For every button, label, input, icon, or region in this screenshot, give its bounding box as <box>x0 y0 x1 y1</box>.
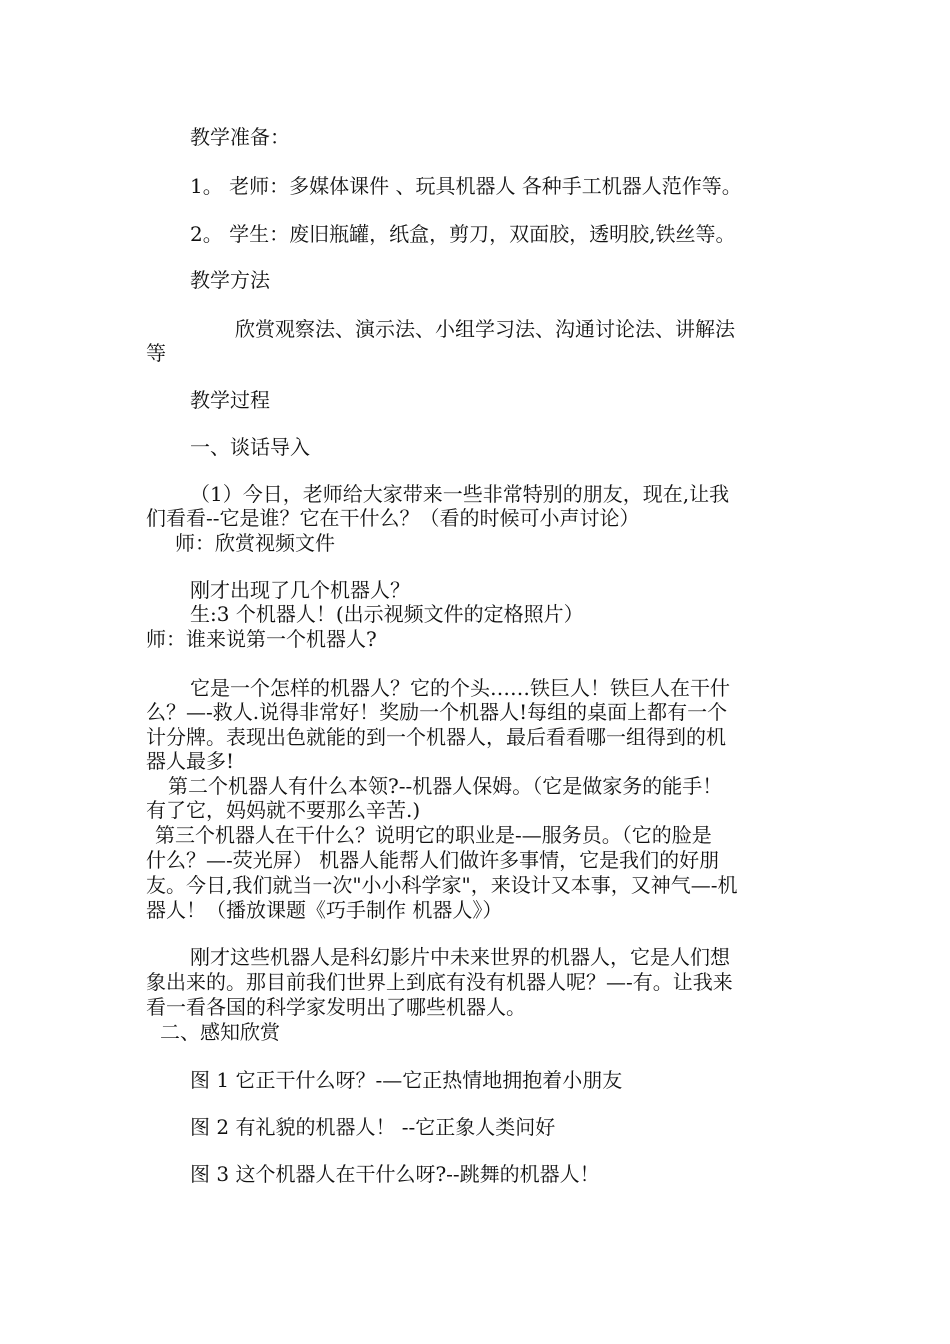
scifi-line-2: 象出来的。那目前我们世界上到底有没有机器人呢？—-有。让我来 <box>146 970 733 994</box>
figure-1-caption: 图 1 它正干什么呀？-—它正热情地拥抱着小朋友 <box>190 1068 623 1092</box>
robot3-line-2: 什么？—-荧光屏） 机器人能帮人们做许多事情，它是我们的好朋 <box>146 848 720 872</box>
robot1-line-4: 器人最多! <box>146 749 235 773</box>
section-2-heading: 二、感知欣赏 <box>160 1020 280 1044</box>
intro-line-2: 们看看--它是谁？它在干什么？（看的时候可小声讨论） <box>146 506 640 530</box>
method-heading: 教学方法 <box>190 268 270 292</box>
intro-line-1: （1）今日，老师给大家带来一些非常特别的朋友，现在,让我 <box>190 482 730 506</box>
method-line-1: 欣赏观察法、演示法、小组学习法、沟通讨论法、讲解法 <box>235 317 735 341</box>
robot3-line-3: 友。今日,我们就当一次"小小科学家"，来设计又本事，又神气—-机 <box>146 873 738 897</box>
robot2-line-2: 有了它，妈妈就不要那么辛苦.) <box>146 798 421 822</box>
prep-student-item: 2。 学生：废旧瓶罐，纸盒，剪刀，双面胶，透明胶,铁丝等。 <box>190 222 736 246</box>
section-1-heading: 一、谈话导入 <box>190 435 310 459</box>
prep-teacher-item: 1。 老师：多媒体课件 、玩具机器人 各种手工机器人范作等。 <box>190 174 742 198</box>
process-heading: 教学过程 <box>190 388 270 412</box>
figure-2-caption: 图 2 有礼貌的机器人！ --它正象人类问好 <box>190 1115 556 1139</box>
robot3-line-4: 器人！（播放课题《巧手制作 机器人》） <box>146 898 503 922</box>
figure-3-caption: 图 3 这个机器人在干什么呀?--跳舞的机器人！ <box>190 1162 600 1186</box>
scifi-line-1: 刚才这些机器人是科幻影片中未来世界的机器人，它是人们想 <box>190 945 730 969</box>
robot2-line-1: 第二个机器人有什么本领?--机器人保姆。（它是做家务的能手！ <box>168 774 723 798</box>
intro-line-3: 师：欣赏视频文件 <box>175 531 335 555</box>
teacher-first-robot: 师：谁来说第一个机器人? <box>146 627 377 651</box>
question-count: 刚才出现了几个机器人？ <box>190 578 410 602</box>
method-line-2: 等 <box>146 341 166 365</box>
prep-heading: 教学准备： <box>190 125 290 149</box>
scifi-line-3: 看一看各国的科学家发明出了哪些机器人。 <box>146 995 526 1019</box>
robot1-line-3: 计分牌。表现出色就能的到一个机器人，最后看看哪一组得到的机 <box>146 725 726 749</box>
robot1-line-1: 它是一个怎样的机器人？它的个头……铁巨人！铁巨人在干什 <box>190 676 730 700</box>
answer-count: 生:3 个机器人！(出示视频文件的定格照片） <box>190 602 584 626</box>
robot3-line-1: 第三个机器人在干什么？说明它的职业是-—服务员。（它的脸是 <box>155 823 712 847</box>
robot1-line-2: 么？—-救人.说得非常好！奖励一个机器人!每组的桌面上都有一个 <box>146 700 728 724</box>
